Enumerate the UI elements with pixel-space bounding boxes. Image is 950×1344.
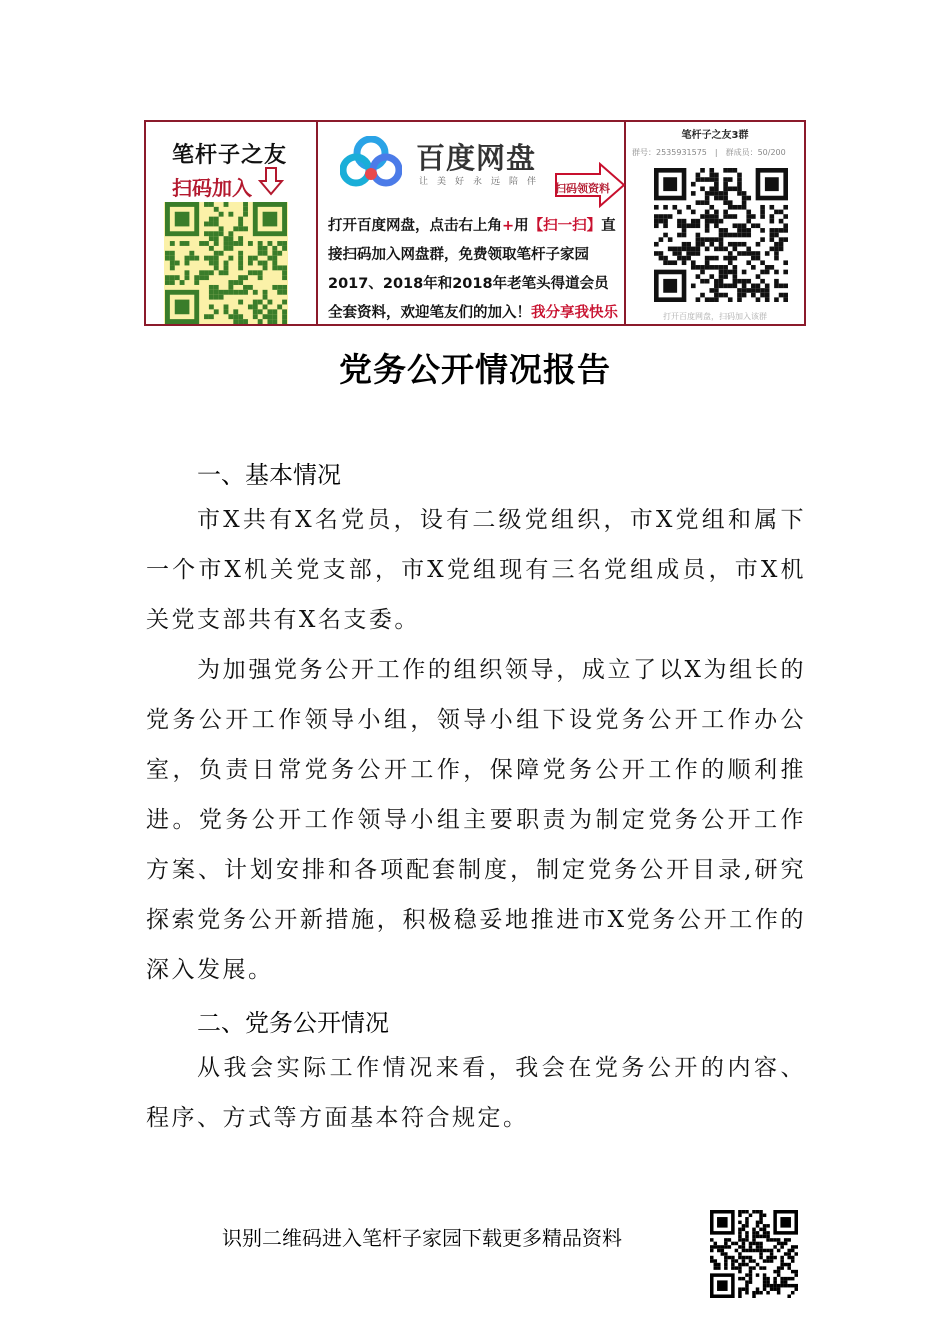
qr-code-icon[interactable] bbox=[710, 1210, 798, 1298]
group-name: 笔杆子之友3群 bbox=[681, 130, 749, 141]
share-slogan: 我分享我快乐 bbox=[531, 305, 618, 321]
paragraph-organization: 为加强党务公开工作的组织领导，成立了以X为组长的党务公开工作领导小组，领导小组下设党务公开工作办公室，负责日常党务公开工作，保障党务公开工作的顺利推进。党务公开工作领导小组主要职责为制定党务公开工作方案、计划安排和各项配套制度，制定党务公开目录,研究探索党务公开新措施，积极稳妥地推进市X党务公开工作的深入发展。 bbox=[146, 657, 806, 983]
qr-code-icon[interactable] bbox=[164, 202, 288, 324]
join-instructions bbox=[328, 212, 622, 328]
baidu-netdisk-title: 百度网盘 bbox=[416, 141, 537, 175]
scan-join-label: 扫码加入 bbox=[172, 176, 252, 200]
banner-left-panel bbox=[146, 122, 318, 324]
instruction-text-3: 直接扫码加入网盘群，免费领取笔杆子家园2017、2018年和2018年老笔头得道会员全套资料，欢迎笔友们的加入！ bbox=[328, 218, 616, 321]
promo-banner bbox=[144, 120, 806, 326]
baidu-netdisk-slogan: 让美好永远陪伴 bbox=[419, 177, 546, 187]
paragraph-openness: 从我会实际工作情况来看，我会在党务公开的内容、程序、方式等方面基本符合规定。 bbox=[146, 1055, 806, 1131]
plus-text: + bbox=[502, 218, 515, 234]
qr-code-icon[interactable] bbox=[654, 168, 788, 302]
group-info: 群号：2535931575 | 群成员：50/200 bbox=[632, 148, 786, 157]
scan-get-label: 扫码领资料 bbox=[555, 182, 610, 195]
group-footer-note: 打开百度网盘，扫码加入该群 bbox=[663, 312, 767, 321]
paragraph-basic-info: 市X共有X名党员，设有二级党组织，市X党组和属下一个市X机关党支部，市X党组现有三名党组成员，市X机关党支部共有X名支委。 bbox=[146, 507, 806, 633]
brand-name: 笔杆子之友 bbox=[172, 143, 288, 168]
banner-middle-panel bbox=[318, 122, 626, 324]
section-heading-openness: 二、党务公开情况 bbox=[197, 1009, 389, 1037]
section-heading-basic: 一、基本情况 bbox=[197, 461, 341, 489]
instruction-text-2: 用 bbox=[514, 218, 529, 234]
banner-right-panel bbox=[626, 122, 804, 324]
arrow-down-icon bbox=[258, 166, 284, 196]
instruction-text-1: 打开百度网盘，点击右上角 bbox=[328, 218, 502, 234]
baidu-netdisk-cloud-icon bbox=[340, 136, 402, 188]
page-title: 党务公开情况报告 bbox=[339, 350, 611, 389]
scan-keyword: 【扫一扫】 bbox=[528, 218, 602, 234]
footer-note: 识别二维码进入笔杆子家园下载更多精品资料 bbox=[222, 1226, 622, 1250]
